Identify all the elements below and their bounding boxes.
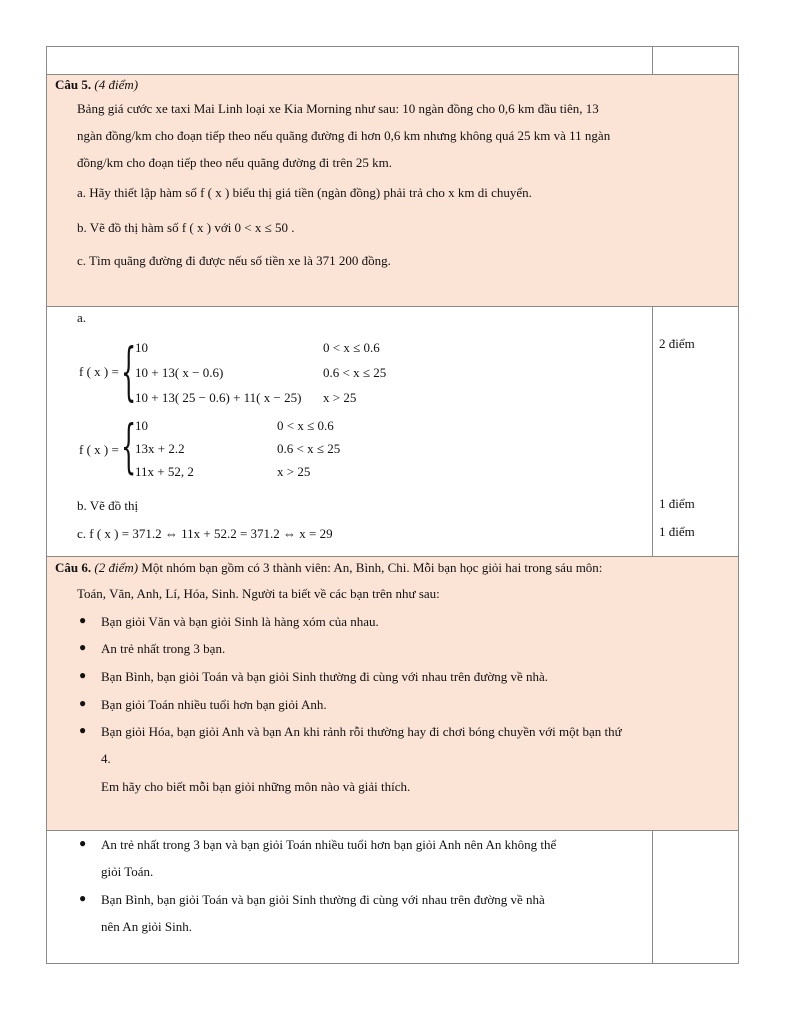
system-2-cond-2: 0.6 < x ≤ 25	[277, 441, 341, 456]
bullet-dot: ●	[79, 836, 87, 850]
question-5-part-c: c. Tìm quãng đường đi được nếu số tiền xe là 371 200 đồng.	[77, 253, 391, 268]
question-5-points: (4 điểm)	[94, 77, 139, 92]
left-brace-1: {	[121, 336, 137, 409]
system-2-expr-2: 13x + 2.2	[135, 441, 185, 456]
row-divider	[47, 306, 738, 307]
system-1-cond-2: 0.6 < x ≤ 25	[323, 365, 387, 380]
question-6-title: Câu 6.	[55, 560, 92, 575]
question-5-intro-line-2: ngàn đồng/km cho đoạn tiếp theo nếu quãng đường đi hơn 0,6 km nhưng không quá 25 km và 11 ngàn	[77, 128, 611, 143]
fx-label-1: f ( x ) =	[79, 364, 119, 379]
question-5-part-b: b. Vẽ đồ thị hàm số f ( x ) với 0 < x ≤ 50 .	[77, 220, 295, 235]
question-6-bullet-3: Bạn Bình, bạn giỏi Toán và bạn giỏi Sinh thường đi cùng với nhau trên đường về nhà.	[101, 669, 548, 684]
bullet-dot: ●	[79, 891, 87, 905]
bullet-dot: ●	[79, 668, 87, 682]
empty-top-row	[47, 47, 738, 74]
question-6-bullet-5-cont: 4.	[101, 751, 111, 766]
system-2-cond-3: x > 25	[277, 464, 311, 479]
answer-6-bullet-2-line-1: Bạn Bình, bạn giỏi Toán và bạn giỏi Sinh thường đi cùng với nhau trên đường về nhà	[101, 892, 545, 907]
score-b: 1 điểm	[659, 496, 695, 511]
system-2-cond-1: 0 < x ≤ 0.6	[277, 418, 334, 433]
question-6-bullet-4: Bạn giỏi Toán nhiều tuổi hơn bạn giỏi Anh.	[101, 697, 327, 712]
bullet-dot: ●	[79, 696, 87, 710]
question-5-part-a: a. Hãy thiết lập hàm số f ( x ) biểu thị giá tiền (ngàn đồng) phải trả cho x km di chuyển.	[77, 185, 532, 200]
question-6-points: (2 điểm)	[94, 560, 139, 575]
answer-6-bullet-2-line-2: nên An giỏi Sinh.	[101, 919, 193, 934]
column-divider	[652, 306, 653, 556]
row-divider	[47, 830, 738, 831]
question-5-heading	[55, 77, 138, 93]
question-6-bullet-2: An trẻ nhất trong 3 bạn.	[101, 641, 226, 656]
answer-5-label-b: b. Vẽ đồ thị	[77, 498, 139, 513]
score-a: 2 điểm	[659, 336, 695, 351]
question-6-bullet-1: Bạn giỏi Văn và bạn giỏi Sinh là hàng xóm của nhau.	[101, 614, 379, 629]
question-5-intro-line-1: Bảng giá cước xe taxi Mai Linh loại xe Kia Morning như sau: 10 ngàn đồng cho 0,6 km đầu tiên, 13	[77, 101, 599, 116]
column-divider	[652, 830, 653, 963]
bullet-dot: ●	[79, 723, 87, 737]
system-1-expr-2: 10 + 13( x − 0.6)	[135, 365, 224, 380]
row-divider	[47, 556, 738, 557]
system-1-expr-3: 10 + 13( 25 − 0.6) + 11( x − 25)	[135, 390, 302, 405]
row-divider	[47, 74, 738, 75]
system-1-cond-3: x > 25	[323, 390, 357, 405]
question-6-intro-line-2: Toán, Văn, Anh, Lí, Hóa, Sinh. Người ta biết về các bạn trên như sau:	[77, 586, 440, 601]
answer-6-bullet-1-line-2: giỏi Toán.	[101, 864, 154, 879]
left-brace-2: {	[121, 413, 137, 481]
system-1-cond-1: 0 < x ≤ 0.6	[323, 340, 380, 355]
answer-5-label-a: a.	[77, 310, 87, 325]
system-2-expr-1: 10	[135, 418, 148, 433]
question-5-title: Câu 5.	[55, 77, 92, 92]
question-5-intro-line-3: đồng/km cho đoạn tiếp theo nếu quãng đường đi trên 25 km.	[77, 155, 393, 170]
question-6-row	[47, 556, 738, 830]
question-5-row	[47, 74, 738, 306]
question-6-bullet-5: Bạn giỏi Hóa, bạn giỏi Anh và bạn An khi rảnh rỗi thường hay đi chơi bóng chuyền với một bạn thứ	[101, 724, 622, 739]
answer-6-bullet-1-line-1: An trẻ nhất trong 3 bạn và bạn giỏi Toán nhiều tuổi hơn bạn giỏi Anh nên An không thể	[101, 837, 557, 852]
answer-5-label-c: c. f ( x ) = 371.2 ⇔ 11x + 52.2 = 371.2 ⇔ x = 29	[77, 526, 333, 541]
question-6-question: Em hãy cho biết mỗi bạn giỏi những môn nào và giải thích.	[101, 779, 411, 794]
answer-5-row	[47, 306, 738, 556]
question-6-heading	[55, 560, 602, 576]
score-c: 1 điểm	[659, 524, 695, 539]
fx-label-2: f ( x ) =	[79, 442, 119, 457]
system-2-expr-3: 11x + 52, 2	[135, 464, 194, 479]
answer-6-row	[47, 830, 738, 963]
bullet-dot: ●	[79, 640, 87, 654]
system-1-expr-1: 10	[135, 340, 148, 355]
column-divider	[652, 47, 653, 74]
answer-table	[46, 46, 739, 964]
bullet-dot: ●	[79, 613, 87, 627]
question-6-intro: Một nhóm bạn gồm có 3 thành viên: An, Bình, Chi. Mỗi bạn học giỏi hai trong sáu môn:	[138, 560, 603, 575]
